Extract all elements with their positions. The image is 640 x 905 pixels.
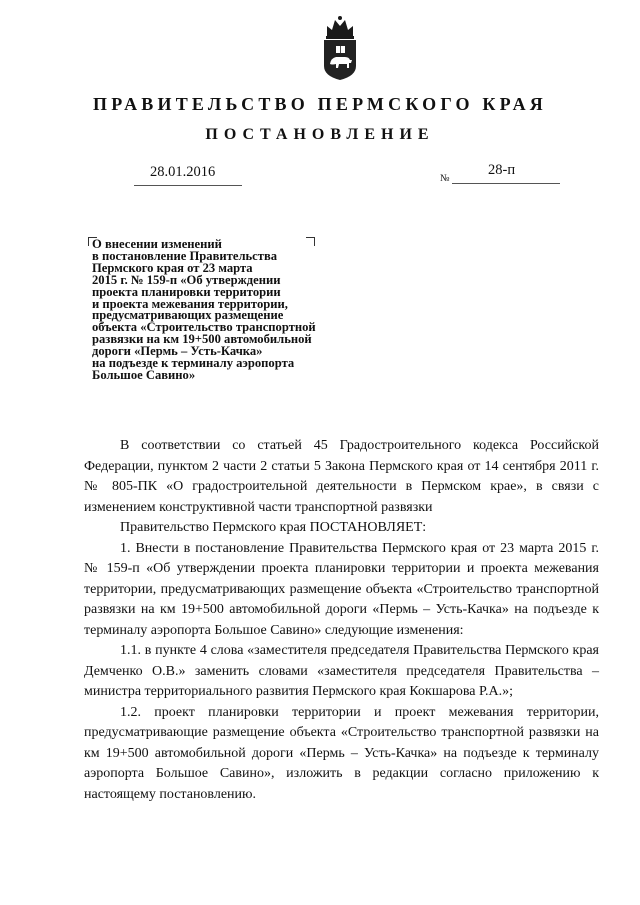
document-number: 28-п <box>488 162 516 178</box>
subject-line: объекта «Строительство транспортной <box>92 320 316 335</box>
subject-line: предусматривающих размещение <box>92 308 284 323</box>
document-type-title: ПОСТАНОВЛЕНИЕ <box>205 126 435 143</box>
number-sign: № <box>440 173 450 184</box>
body-paragraph-item-1-2: 1.2. проект планировки территории и проект межевания территории, предусматривающие размещение объекта «Строительство транспортной развязки на км 19+500 автомобильной дороги «Пермь – Усть-Качка» на подъезде к терминалу аэропорта Большое Савино», изложить в редакции согласно приложению к настоящему постановлению. <box>84 704 599 802</box>
subject-heading <box>92 239 372 382</box>
body-paragraph-preamble: В соответствии со статьей 45 Градостроительного кодекса Российской Федерации, пунктом 2 части 2 статьи 5 Закона Пермского края от 14 сентября 2011 г. № 805-ПК «О градостроительной деятельности в Пермском крае», в связи с изменением конструктивной части транспортной развязки <box>84 438 599 515</box>
subject-line: О внесении изменений <box>92 237 222 251</box>
subject-line: Пермского края от 23 марта <box>92 260 253 275</box>
government-title: ПРАВИТЕЛЬСТВО ПЕРМСКОГО КРАЯ <box>93 94 547 114</box>
coat-of-arms-emblem <box>321 14 359 82</box>
document-date: 28.01.2016 <box>150 164 216 180</box>
body-paragraph-item-1: 1. Внести в постановление Правительства Пермского края от 23 марта 2015 г. № 159-п «Об утверждении проекта планировки территории и проекта межевания территории, предусматривающих размещение объекта «Строительство транспортной развязки на км 19+500 автомобильной дороги «Пермь – Усть-Качка» на подъезде к терминалу аэропорта Большое Савино» следующие изменения: <box>84 540 599 638</box>
subject-line: дороги «Пермь – Усть-Качка» <box>92 344 263 359</box>
subject-line: на подъезде к терминалу аэропорта <box>92 356 295 371</box>
subject-line: и проекта межевания территории, <box>92 296 288 311</box>
document-body <box>84 436 599 805</box>
body-paragraph-resolves: Правительство Пермского края ПОСТАНОВЛЯЕТ: <box>120 520 427 535</box>
date-underline <box>134 185 242 186</box>
subject-line: в постановление Правительства <box>92 248 278 263</box>
subject-line: Большое Савино» <box>92 367 196 382</box>
subject-line: 2015 г. № 159-п «Об утверждении <box>92 272 281 287</box>
body-paragraph-item-1-1: 1.1. в пункте 4 слова «заместителя председателя Правительства Пермского края Демченко О.В.» заменить словами «заместителя председателя Правительства – министра территориального развития Пермского края Кокшарова Р.А.»; <box>84 643 599 699</box>
subject-line: проекта планировки территории <box>92 284 281 299</box>
number-underline <box>452 183 560 184</box>
subject-line: развязки на км 19+500 автомобильной <box>92 332 312 347</box>
